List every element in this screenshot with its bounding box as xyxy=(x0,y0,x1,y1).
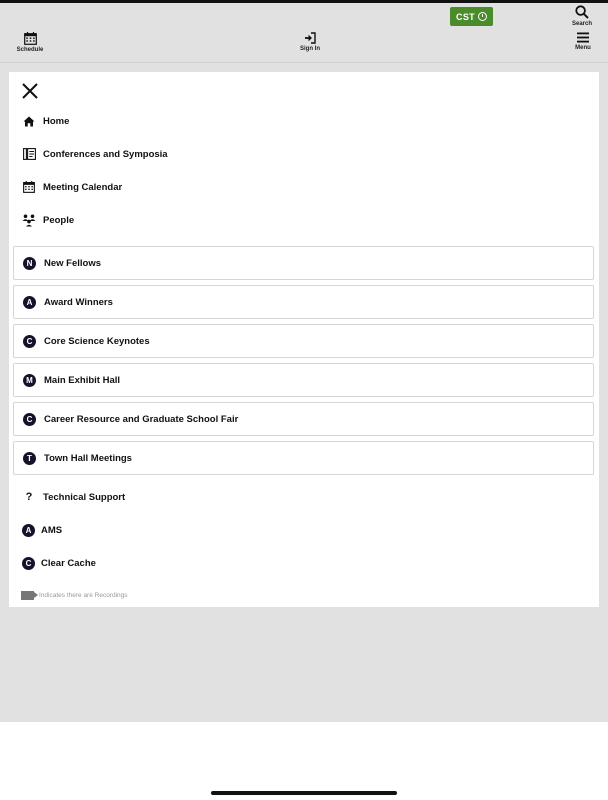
menu-item-people[interactable] xyxy=(21,210,74,230)
home-icon xyxy=(21,113,37,129)
video-camera-icon xyxy=(21,591,34,600)
menu-item-core-science-keynotes[interactable] xyxy=(13,324,594,358)
people-icon xyxy=(21,212,37,228)
menu-item-label: Award Winners xyxy=(44,296,113,308)
search-icon xyxy=(575,5,589,19)
menu-button[interactable] xyxy=(570,32,596,51)
menu-item-label: Clear Cache xyxy=(41,558,96,569)
menu-item-new-fellows[interactable] xyxy=(13,246,594,280)
hamburger-icon xyxy=(577,32,589,43)
menu-item-label: Conferences and Symposia xyxy=(43,148,168,160)
menu-item-label: AMS xyxy=(41,525,63,536)
search-button[interactable] xyxy=(568,5,596,27)
menu-item-label: People xyxy=(43,214,75,226)
schedule-label: Schedule xyxy=(16,47,44,53)
menu-item-label: Meeting Calendar xyxy=(43,181,123,193)
menu-item-label: Home xyxy=(43,115,70,127)
sign-in-label: Sign In xyxy=(300,46,320,52)
menu-item-label: Career Resource and Graduate School Fair xyxy=(44,413,239,425)
app-area xyxy=(0,3,608,722)
menu-item-technical-support[interactable] xyxy=(21,487,125,507)
menu-item-home[interactable] xyxy=(21,111,69,131)
sign-in-icon xyxy=(304,32,316,44)
menu-item-town-hall-meetings[interactable] xyxy=(13,441,594,475)
menu-item-label: Technical Support xyxy=(43,491,126,503)
sign-in-button[interactable] xyxy=(295,32,325,52)
menu-item-ams[interactable] xyxy=(22,524,62,537)
question-icon: ? xyxy=(25,491,33,503)
menu-item-label: Town Hall Meetings xyxy=(44,452,132,464)
top-header xyxy=(0,3,608,63)
menu-item-clear-cache[interactable] xyxy=(22,557,96,570)
letter-n-icon: N xyxy=(23,257,36,270)
search-label: Search xyxy=(571,21,592,27)
book-icon xyxy=(21,146,37,162)
calendar-icon xyxy=(24,32,37,45)
close-icon[interactable] xyxy=(21,82,39,100)
letter-a-icon: A xyxy=(22,524,35,537)
timezone-label: CST xyxy=(456,11,475,22)
menu-item-label: Main Exhibit Hall xyxy=(44,374,121,386)
clock-icon xyxy=(478,12,487,21)
menu-item-main-exhibit-hall[interactable] xyxy=(13,363,594,397)
menu-item-career-fair[interactable] xyxy=(13,402,594,436)
menu-item-meeting-calendar[interactable] xyxy=(21,177,122,197)
letter-c-icon: C xyxy=(23,335,36,348)
calendar-icon xyxy=(21,179,37,195)
letter-a-icon: A xyxy=(23,296,36,309)
recordings-note-text: Indicates there are Recordings xyxy=(39,592,128,599)
letter-t-icon: T xyxy=(23,452,36,465)
timezone-badge[interactable] xyxy=(450,7,493,26)
navigation-menu-panel xyxy=(9,72,599,607)
letter-c-icon: C xyxy=(22,557,35,570)
recordings-note xyxy=(21,591,128,600)
menu-label: Menu xyxy=(575,45,591,51)
menu-item-label: Core Science Keynotes xyxy=(44,335,150,347)
letter-m-icon: M xyxy=(23,374,36,387)
menu-item-label: New Fellows xyxy=(44,257,102,269)
menu-item-award-winners[interactable] xyxy=(13,285,594,319)
letter-c-icon: C xyxy=(23,413,36,426)
schedule-button[interactable] xyxy=(14,32,46,53)
menu-item-conferences[interactable] xyxy=(21,144,168,164)
home-indicator[interactable] xyxy=(211,791,397,795)
